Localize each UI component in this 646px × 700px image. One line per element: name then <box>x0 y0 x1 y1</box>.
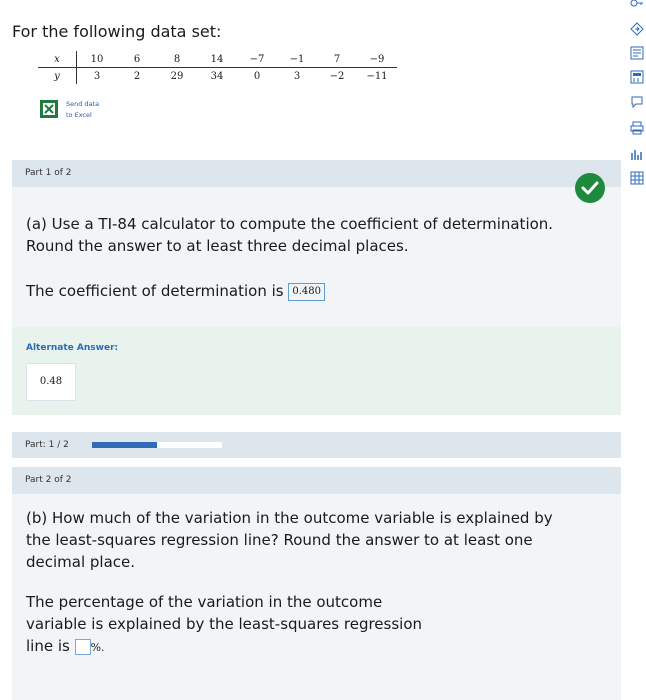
coefficient-answer-field[interactable] <box>288 283 325 301</box>
part2-question <box>26 507 553 573</box>
excel-icon <box>40 100 58 118</box>
part2-answer-prefix: line is <box>26 637 70 655</box>
x-cell: 10 <box>77 51 118 68</box>
part2-question-line2: the least-squares regression line? Round the answer to at least one <box>26 531 533 549</box>
data-table <box>38 51 397 84</box>
part1-question-line1: (a) Use a TI-84 calculator to compute the coefficient of determination. <box>26 215 554 233</box>
calculator-icon[interactable] <box>630 70 644 84</box>
y-cell: 29 <box>170 70 184 82</box>
part2-header-label: Part 2 of 2 <box>25 475 72 485</box>
part1-header-label: Part 1 of 2 <box>25 168 72 178</box>
x-cell: 7 <box>317 51 357 68</box>
grid-icon[interactable] <box>630 171 644 185</box>
y-cell: 0 <box>253 70 261 82</box>
part1-header <box>12 160 621 187</box>
progress-track <box>92 442 222 448</box>
x-cell: −1 <box>277 51 317 68</box>
progress-label: Part: 1 / 2 <box>25 440 69 450</box>
y-cell: 2 <box>133 70 141 82</box>
part1-question <box>26 213 553 257</box>
part2-answer <box>26 591 422 659</box>
key-icon[interactable] <box>630 0 644 10</box>
alternate-answer-panel <box>12 327 621 415</box>
excel-label-line2: to Excel <box>66 111 92 119</box>
part2-question-line3: decimal place. <box>26 553 136 571</box>
part1-question-line2: Round the answer to at least three decimal places. <box>26 237 409 255</box>
print-icon[interactable] <box>630 121 644 135</box>
percentage-answer-field[interactable] <box>75 639 91 655</box>
x-cell: −7 <box>237 51 277 68</box>
x-header: x <box>38 51 77 68</box>
part2-answer-line2: variable is explained by the least-squares regression <box>26 615 423 633</box>
correct-check-icon <box>574 172 606 204</box>
alternate-answer-value: 0.48 <box>26 363 76 401</box>
part2-answer-line3 <box>26 635 422 659</box>
coefficient-answer-value: 0.480 <box>292 285 321 297</box>
intro-text: For the following data set: <box>12 22 222 41</box>
y-cell: −11 <box>366 70 388 82</box>
data-icon[interactable] <box>630 147 644 161</box>
y-cell: 34 <box>210 70 224 82</box>
excel-label-line1: Send data <box>66 100 100 108</box>
part1-answer <box>26 280 325 302</box>
x-cell: 8 <box>157 51 197 68</box>
part1-answer-prefix: The coefficient of determination is <box>26 282 284 300</box>
part2-header <box>12 467 621 494</box>
x-cell: −9 <box>357 51 397 68</box>
x-cell: 6 <box>117 51 157 68</box>
y-header: y <box>38 68 77 85</box>
table-row-x <box>38 51 397 68</box>
ask-icon[interactable] <box>630 95 644 109</box>
x-cell: 14 <box>197 51 237 68</box>
table-row-y <box>38 68 397 85</box>
send-to-excel-button[interactable] <box>40 100 99 121</box>
percent-suffix: %. <box>90 641 105 654</box>
part2-panel <box>12 467 621 700</box>
textbook-icon[interactable] <box>630 46 644 60</box>
y-cell: 3 <box>93 70 101 82</box>
hint-icon[interactable] <box>630 22 644 36</box>
progress-fill <box>92 442 157 448</box>
y-cell: 3 <box>293 70 301 82</box>
part2-question-line1: (b) How much of the variation in the outcome variable is explained by <box>26 509 553 527</box>
part2-answer-line1: The percentage of the variation in the outcome <box>26 593 383 611</box>
y-cell: −2 <box>329 70 345 82</box>
alternate-answer-label: Alternate Answer: <box>26 343 119 353</box>
part-progress-bar <box>12 432 621 458</box>
